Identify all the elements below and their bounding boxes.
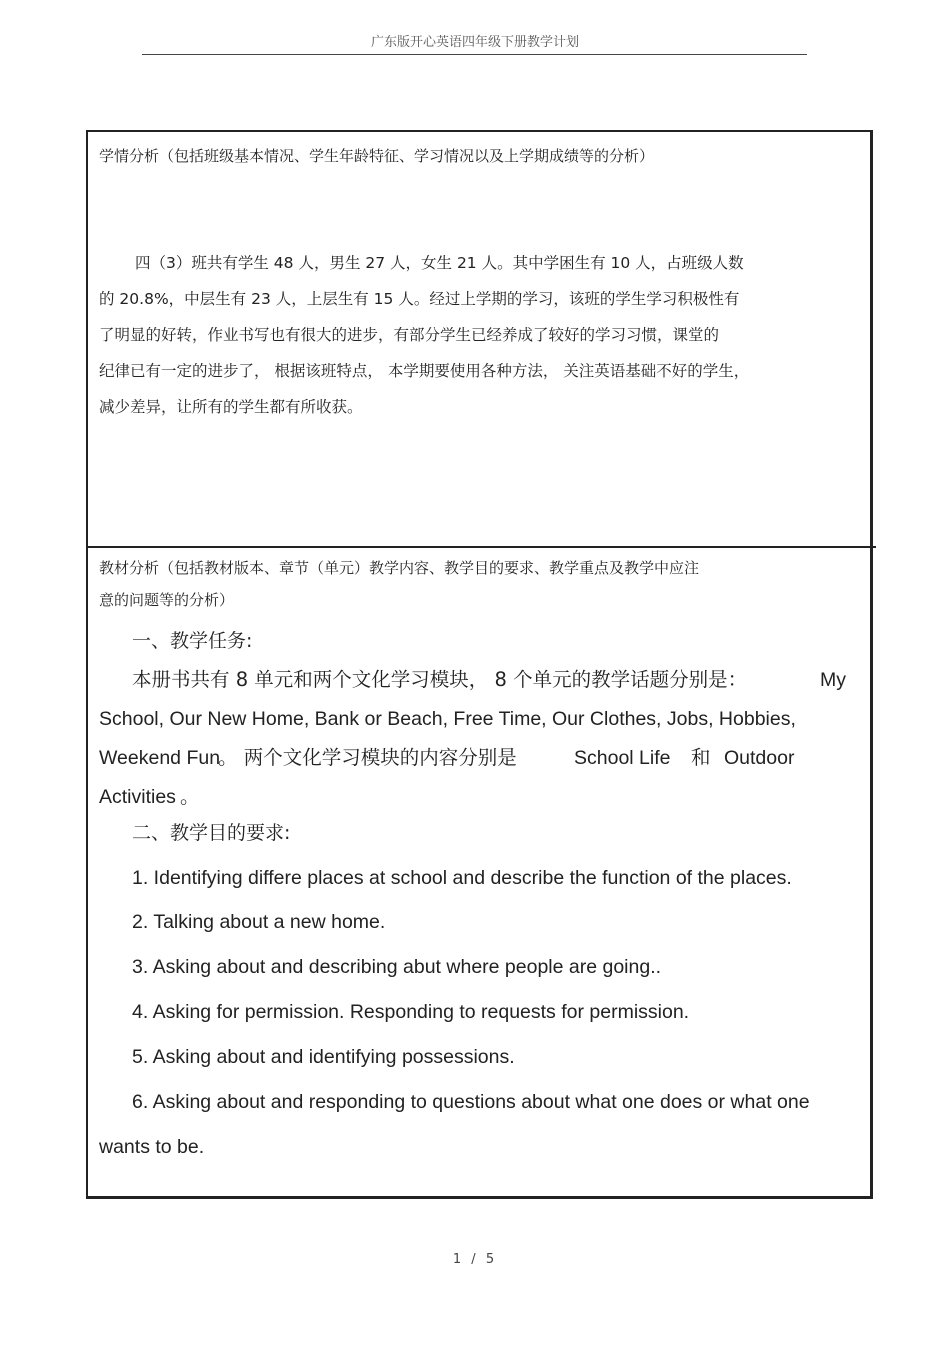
textbook-analysis-label-cont: 意的问题等的分析）	[99, 591, 235, 609]
task-line	[132, 667, 747, 693]
textbook-analysis-label: 教材分析（包括教材版本、章节（单元）教学内容、教学目的要求、教学重点及教学中应注	[99, 559, 700, 577]
paragraph-line: 的 20.8%，中层生有 23 人，上层生有 15 人。经过上学期的学习，该班的学生学习积极性有	[99, 290, 740, 308]
task-text-en: School Life	[574, 747, 671, 769]
task-text-en: Activities	[99, 786, 176, 808]
task-text: 和	[691, 746, 711, 769]
teaching-tasks-heading: 一、教学任务:	[132, 630, 253, 652]
paragraph-line: 减少差异，让所有的学生都有所收获。	[99, 398, 363, 416]
objective-item: 6. Asking about and responding to questions about what one does or what one	[132, 1091, 810, 1113]
task-text: 。	[180, 785, 200, 808]
objective-item: 1. Identifying differe places at school and describe the function of the places.	[132, 867, 792, 889]
objective-item: 4. Asking for permission. Responding to requests for permission.	[132, 1001, 690, 1023]
paragraph-line: 纪律已有一定的进步了， 根据该班特点， 本学期要使用各种方法， 关注英语基础不好的学生，	[99, 362, 750, 380]
teaching-objectives-heading: 二、教学目的要求:	[132, 822, 291, 844]
paragraph-line: 四（3）班共有学生 48 人，男生 27 人，女生 21 人。其中学困生有 10 人，占班级人数	[135, 254, 744, 272]
task-text: 。 两个文化学习模块的内容分别是	[218, 746, 517, 769]
task-line: School, Our New Home, Bank or Beach, Free Time, Our Clothes, Jobs, Hobbies,	[99, 708, 796, 730]
objective-item: 3. Asking about and describing abut where people are going..	[132, 956, 662, 978]
task-text: 本册书共有 8 单元和两个文化学习模块， 8 个单元的教学话题分别是：	[132, 668, 748, 691]
task-text-en: Outdoor	[724, 747, 795, 769]
student-analysis-paragraph	[99, 245, 859, 425]
task-text-en: Weekend Fun	[99, 747, 221, 769]
objective-item-cont: wants to be.	[99, 1136, 205, 1158]
section-divider	[86, 546, 876, 548]
student-analysis-label: 学情分析（包括班级基本情况、学生年龄特征、学习情况以及上学期成绩等的分析）	[99, 147, 655, 165]
page-number: 1 / 5	[452, 1252, 498, 1267]
task-text-en: My	[820, 669, 846, 691]
running-header: 广东版开心英语四年级下册教学计划	[370, 35, 579, 50]
header-rule	[142, 54, 807, 55]
objective-item: 2. Talking about a new home.	[132, 911, 386, 933]
paragraph-line: 了明显的好转，作业书写也有很大的进步，有部分学生已经养成了较好的学习习惯，课堂的	[99, 326, 720, 344]
objective-item: 5. Asking about and identifying possessions.	[132, 1046, 515, 1068]
